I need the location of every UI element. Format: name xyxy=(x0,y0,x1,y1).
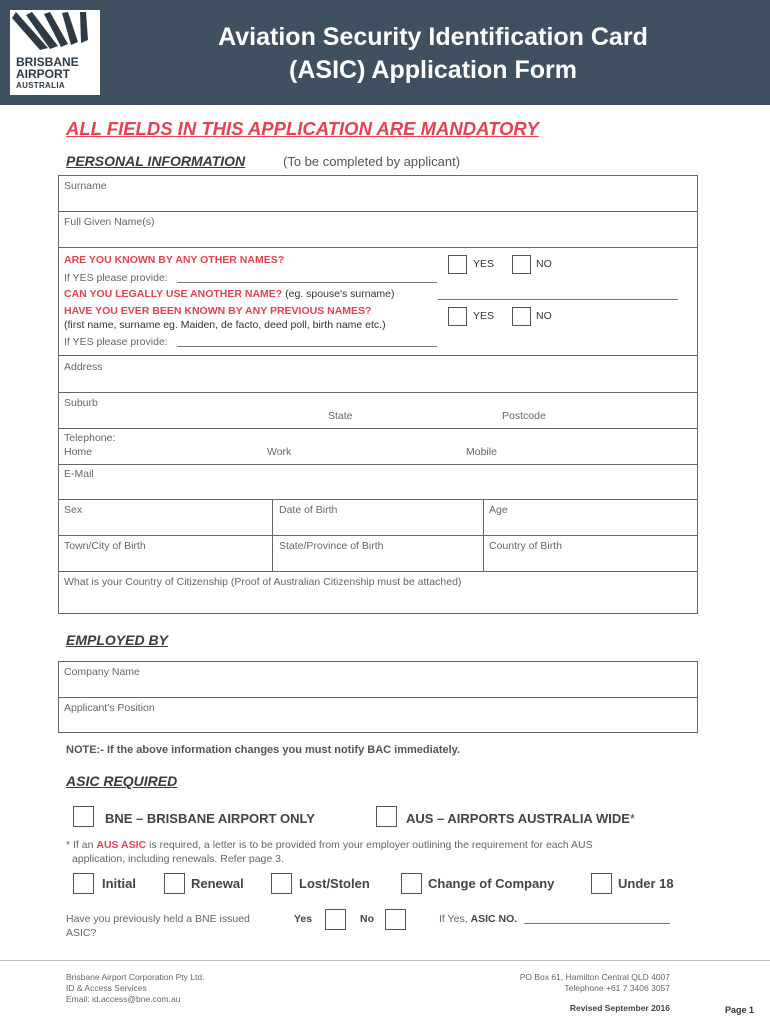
previous-asic-yes-label: Yes xyxy=(294,913,313,925)
previous-asic-question-line1: Have you previously held a BNE issued xyxy=(66,913,250,925)
logo-text-line2: AIRPORT xyxy=(16,67,70,81)
previous-names-question: HAVE YOU EVER BEEN KNOWN BY ANY PREVIOUS NAMES? xyxy=(64,305,372,317)
other-names-if-yes-label: If YES please provide: xyxy=(64,272,168,284)
previous-names-input-line[interactable] xyxy=(177,346,437,347)
divider xyxy=(58,247,698,248)
logo-text-line3: AUSTRALIA xyxy=(16,81,65,90)
form-title-line1: Aviation Security Identification Card xyxy=(218,23,648,51)
citizenship-label: What is your Country of Citizenship (Proof of Australian Citizenship must be attached) xyxy=(64,576,462,588)
change-company-checkbox[interactable] xyxy=(401,873,422,894)
previous-names-if-yes-label: If YES please provide: xyxy=(64,336,168,348)
footer-telephone: Telephone +61 7 3406 3057 xyxy=(564,983,670,993)
renewal-checkbox[interactable] xyxy=(164,873,185,894)
under-18-label: Under 18 xyxy=(618,876,674,891)
employed-by-heading: EMPLOYED BY xyxy=(66,632,168,648)
bne-option-label: BNE – BRISBANE AIRPORT ONLY xyxy=(105,811,315,826)
previous-asic-yes-checkbox[interactable] xyxy=(325,909,346,930)
footer-department: ID & Access Services xyxy=(66,983,147,993)
personal-info-heading: PERSONAL INFORMATION xyxy=(66,153,246,169)
email-label: E-Mail xyxy=(64,468,94,480)
other-names-yes-label: YES xyxy=(473,258,495,270)
company-name-label: Company Name xyxy=(64,666,140,678)
change-notify-note: NOTE:- If the above information changes you must notify BAC immediately. xyxy=(66,744,461,756)
state-label: State xyxy=(328,410,353,422)
sex-label: Sex xyxy=(64,504,83,516)
state-birth-label: State/Province of Birth xyxy=(279,540,384,552)
legal-name-example: (eg. spouse's surname) xyxy=(285,288,395,300)
asic-no-prefix: If Yes, xyxy=(439,913,468,925)
form-title-line2: (ASIC) Application Form xyxy=(289,56,577,84)
divider xyxy=(58,464,698,465)
divider xyxy=(58,499,698,500)
bne-checkbox[interactable] xyxy=(73,806,94,827)
mobile-phone-label: Mobile xyxy=(466,446,497,458)
other-names-no-label: NO xyxy=(536,258,552,270)
asic-no-input-line[interactable] xyxy=(524,923,670,924)
age-label: Age xyxy=(489,504,508,516)
aus-note-text-line2: application, including renewals. Refer page 3. xyxy=(72,853,284,865)
change-company-label: Change of Company xyxy=(428,876,555,891)
footer-email: Email: id.access@bne.com.au xyxy=(66,994,181,1004)
divider xyxy=(58,355,698,356)
aus-option-label: AUS – AIRPORTS AUSTRALIA WIDE xyxy=(406,811,630,826)
logo-text-line1: BRISBANE xyxy=(16,55,79,69)
divider xyxy=(58,535,698,536)
divider xyxy=(58,211,698,212)
personal-info-note: (To be completed by applicant) xyxy=(283,154,461,169)
previous-asic-question-line2: ASIC? xyxy=(66,927,97,939)
postcode-label: Postcode xyxy=(502,410,546,422)
other-names-no-checkbox[interactable] xyxy=(512,255,531,274)
footer-corporation: Brisbane Airport Corporation Pty Ltd. xyxy=(66,972,205,982)
home-phone-label: Home xyxy=(64,446,93,458)
footer-po-box: PO Box 61, Hamilton Central QLD 4007 xyxy=(519,972,670,982)
other-names-input-line[interactable] xyxy=(177,282,437,283)
renewal-label: Renewal xyxy=(191,876,244,891)
asic-required-heading: ASIC REQUIRED xyxy=(66,773,178,789)
suburb-label: Suburb xyxy=(64,397,98,409)
initial-checkbox[interactable] xyxy=(73,873,94,894)
logo-rays-icon xyxy=(10,10,100,55)
position-label: Applicant's Position xyxy=(64,702,155,714)
address-label: Address xyxy=(64,361,103,373)
previous-asic-no-label: No xyxy=(360,913,374,925)
aus-note-star: * If an xyxy=(66,839,94,851)
legal-name-question: CAN YOU LEGALLY USE ANOTHER NAME? xyxy=(64,288,283,300)
surname-label: Surname xyxy=(64,180,107,192)
divider xyxy=(58,392,698,393)
work-phone-label: Work xyxy=(267,446,292,458)
under-18-checkbox[interactable] xyxy=(591,873,612,894)
town-birth-label: Town/City of Birth xyxy=(64,540,146,552)
aus-note-highlight: AUS ASIC xyxy=(96,839,147,851)
given-names-label: Full Given Name(s) xyxy=(64,216,155,228)
aus-option-asterisk: * xyxy=(629,811,635,826)
telephone-label: Telephone: xyxy=(64,432,116,444)
previous-names-yes-label: YES xyxy=(473,310,495,322)
mandatory-notice: ALL FIELDS IN THIS APPLICATION ARE MANDATORY xyxy=(66,118,539,139)
divider xyxy=(483,499,484,571)
dob-label: Date of Birth xyxy=(279,504,338,516)
previous-names-no-label: NO xyxy=(536,310,552,322)
previous-asic-no-checkbox[interactable] xyxy=(385,909,406,930)
divider xyxy=(58,428,698,429)
previous-names-example: (first name, surname eg. Maiden, de facto, deed poll, birth name etc.) xyxy=(64,319,386,331)
country-birth-label: Country of Birth xyxy=(489,540,562,552)
other-names-yes-checkbox[interactable] xyxy=(448,255,467,274)
lost-stolen-label: Lost/Stolen xyxy=(299,876,370,891)
initial-label: Initial xyxy=(102,876,136,891)
footer-divider xyxy=(0,960,770,961)
previous-names-yes-checkbox[interactable] xyxy=(448,307,467,326)
other-names-question: ARE YOU KNOWN BY ANY OTHER NAMES? xyxy=(64,254,285,266)
lost-stolen-checkbox[interactable] xyxy=(271,873,292,894)
aus-note-text: is required, a letter is to be provided from your employer outlining the requirement for each AUS xyxy=(149,839,593,851)
previous-names-no-checkbox[interactable] xyxy=(512,307,531,326)
page-number: Page 1 xyxy=(725,1005,755,1015)
aus-checkbox[interactable] xyxy=(376,806,397,827)
asic-no-label: ASIC NO. xyxy=(470,913,518,925)
divider xyxy=(58,571,698,572)
page-header xyxy=(0,0,770,105)
divider xyxy=(58,697,698,698)
brisbane-airport-logo xyxy=(10,10,100,95)
legal-name-input-line[interactable] xyxy=(438,299,678,300)
footer-revised: Revised September 2016 xyxy=(569,1003,670,1013)
divider xyxy=(272,499,273,571)
